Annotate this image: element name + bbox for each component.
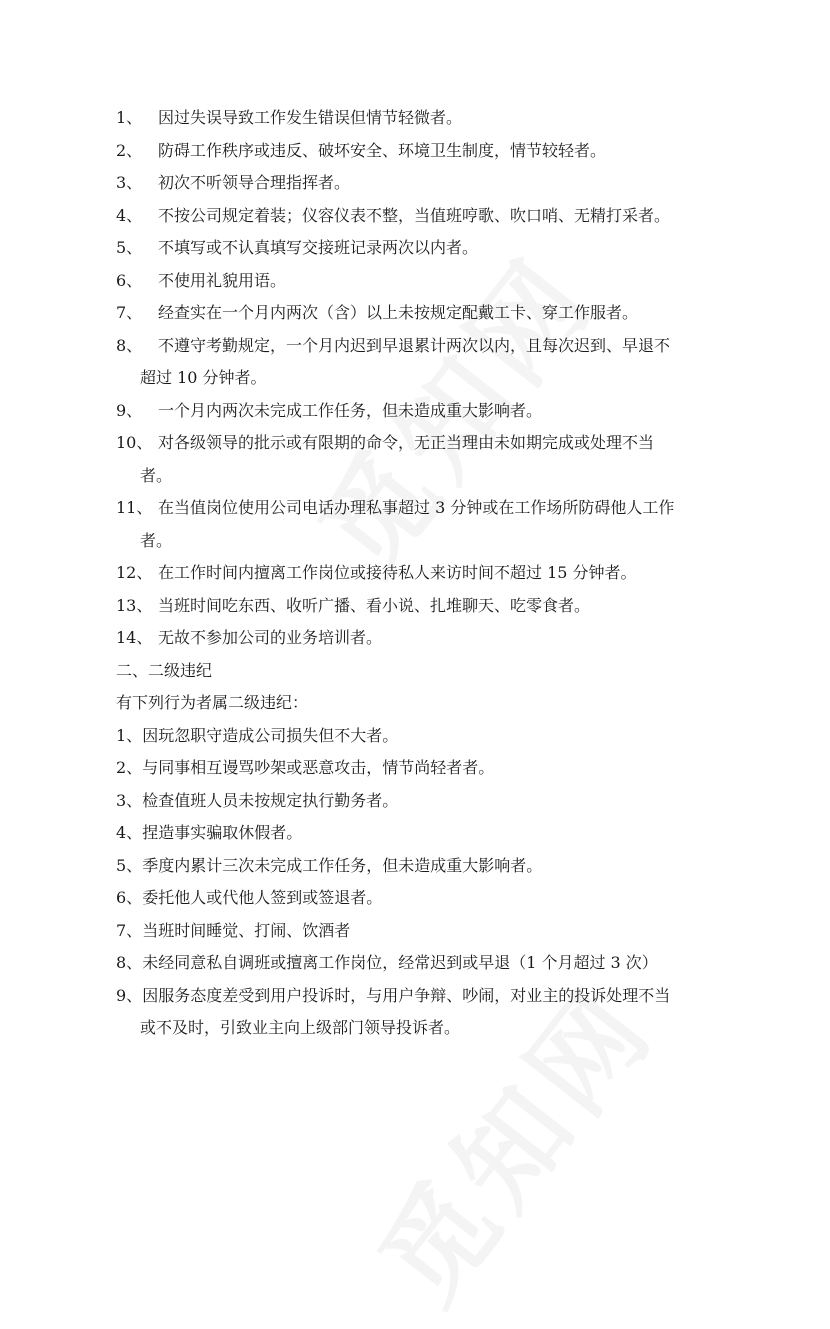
- list-item: [116, 817, 716, 850]
- list-item-continuation: 者。: [140, 465, 173, 485]
- list-item-number: 6、: [116, 888, 143, 907]
- list-item: [116, 915, 716, 948]
- list-item-number: 5、: [116, 855, 143, 875]
- list-item-text: 一个月内两次未完成工作任务，但未造成重大影响者。: [158, 400, 543, 420]
- list-item: [116, 557, 716, 590]
- list-item-continuation: 或不及时，引致业主向上级部门领导投诉者。: [140, 1018, 461, 1037]
- list-item-number: 2、: [116, 140, 143, 160]
- list-item-text: 初次不听领导合理指挥者。: [158, 173, 351, 192]
- list-item-text: 未经同意私自调班或擅离工作岗位，经常迟到或早退（1 个月超过 3 次）: [142, 953, 658, 972]
- list-item-number: 1、: [116, 725, 143, 745]
- list-item: [116, 785, 716, 818]
- list-item: [116, 200, 716, 233]
- list-item: [116, 330, 716, 363]
- list-item-text: 当班时间吃东西、收听广播、看小说、扎堆聊天、吃零食者。: [158, 595, 591, 615]
- list-item-number: 12、: [116, 563, 153, 582]
- list-item-text: 无故不参加公司的业务培训者。: [158, 628, 383, 647]
- list-item-text: 在工作时间内擅离工作岗位或接待私人来访时间不超过 15 分钟者。: [158, 563, 637, 582]
- list-item-number: 4、: [116, 205, 143, 225]
- list-item-number: 3、: [116, 790, 143, 810]
- list-item-text: 因玩忽职守造成公司损失但不大者。: [142, 725, 399, 745]
- list-item-number: 1、: [116, 108, 143, 127]
- list-item-number: 7、: [116, 303, 143, 322]
- list-item-text: 委托他人或代他人签到或签退者。: [142, 888, 383, 907]
- list-item-text: 对各级领导的批示或有限期的命令，无正当理由未如期完成或处理不当: [158, 433, 655, 452]
- list-item: [116, 167, 716, 200]
- list-item-text: 因过失误导致工作发生错误但情节轻微者。: [158, 108, 463, 127]
- list-item-text: 不使用礼貌用语。: [158, 270, 287, 290]
- list-item: [116, 232, 716, 265]
- list-item: [116, 590, 716, 623]
- list-item-continuation: 超过 10 分钟者。: [140, 368, 267, 387]
- list-item-text: 不遵守考勤规定，一个月内迟到早退累计两次以内，且每次迟到、早退不: [158, 335, 671, 355]
- list-item-text: 不填写或不认真填写交接班记录两次以内者。: [158, 238, 479, 257]
- list-item-text: 检查值班人员未按规定执行勤务者。: [142, 790, 399, 810]
- list-item-number: 10、: [116, 433, 153, 452]
- second-level-violation-list: [116, 720, 716, 1045]
- list-item: [116, 135, 716, 168]
- list-item: [116, 622, 716, 655]
- list-item-number: 2、: [116, 758, 143, 777]
- list-item: [116, 395, 716, 428]
- list-item-text: 不按公司规定着装；仪容仪表不整，当值班哼歌、吹口哨、无精打采者。: [158, 205, 671, 225]
- list-item-number: 8、: [116, 335, 143, 355]
- list-item: [116, 427, 716, 460]
- list-item: [116, 265, 716, 298]
- list-item-number: 11、: [116, 498, 153, 517]
- list-item-text: 当班时间睡觉、打闹、饮酒者: [142, 920, 351, 940]
- list-item-text: 季度内累计三次未完成工作任务，但未造成重大影响者。: [142, 855, 543, 875]
- list-item-text: 在当值岗位使用公司电话办理私事超过 3 分钟或在工作场所防碍他人工作: [158, 498, 675, 517]
- list-item: [116, 297, 716, 330]
- list-item: [116, 850, 716, 883]
- list-item-text: 捏造事实骗取休假者。: [142, 823, 303, 842]
- list-item-text: 因服务态度差受到用户投诉时，与用户争辩、吵闹，对业主的投诉处理不当: [142, 985, 671, 1005]
- section-intro: 有下列行为者属二级违纪：: [116, 693, 309, 712]
- list-item-text: 与同事相互谩骂吵架或恶意攻击，情节尚轻者者。: [142, 758, 495, 777]
- list-item: [116, 980, 716, 1013]
- section-heading: 二、二级违纪: [116, 660, 213, 680]
- list-item-number: 7、: [116, 920, 143, 940]
- list-item-number: 5、: [116, 238, 143, 257]
- list-item-number: 4、: [116, 823, 143, 842]
- list-item-number: 9、: [116, 985, 143, 1005]
- list-item-text: 防碍工作秩序或违反、破坏安全、环境卫生制度，情节较轻者。: [158, 140, 607, 160]
- minor-violation-list: [116, 102, 716, 655]
- list-item: [116, 720, 716, 753]
- list-item-number: 3、: [116, 173, 143, 192]
- list-item-number: 14、: [116, 628, 153, 647]
- list-item-number: 9、: [116, 400, 143, 420]
- list-item: [116, 492, 716, 525]
- list-item: [116, 947, 716, 980]
- document-body: [116, 102, 716, 1045]
- list-item-number: 13、: [116, 595, 153, 615]
- list-item-number: 8、: [116, 953, 143, 972]
- list-item: [116, 882, 716, 915]
- list-item-number: 6、: [116, 270, 143, 290]
- list-item: [116, 752, 716, 785]
- list-item-text: 经查实在一个月内两次（含）以上未按规定配戴工卡、穿工作服者。: [158, 303, 639, 322]
- list-item: [116, 102, 716, 135]
- list-item-continuation: 者。: [140, 530, 173, 550]
